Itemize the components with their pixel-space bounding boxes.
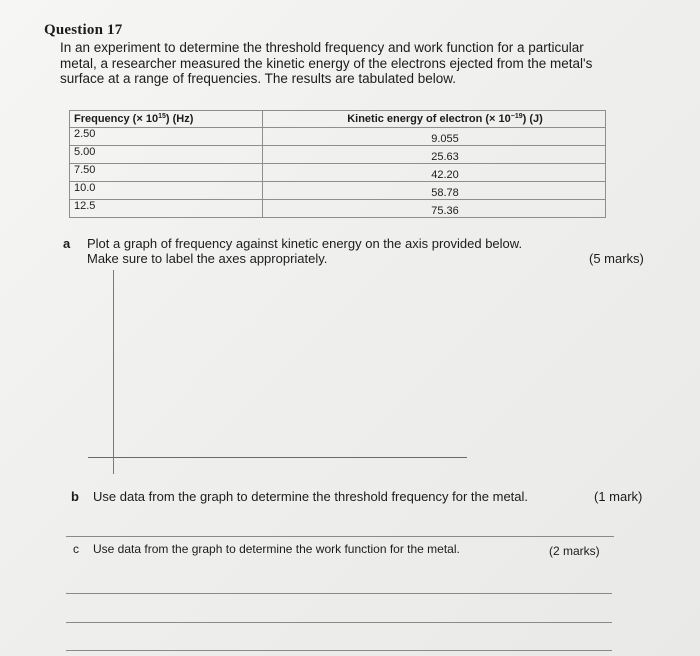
- graph-x-axis[interactable]: [88, 457, 467, 458]
- question-title: Question 17: [44, 22, 123, 38]
- frequency-cell: 7.50: [70, 164, 263, 182]
- table-row: [70, 182, 606, 200]
- answer-line[interactable]: [66, 622, 612, 623]
- graph-y-axis[interactable]: [113, 270, 114, 474]
- frequency-cell: 12.5: [70, 200, 263, 218]
- frequency-cell: 5.00: [70, 146, 263, 164]
- table-row: [70, 146, 606, 164]
- part-b-text: Use data from the graph to determine the threshold frequency for the metal.: [93, 489, 529, 504]
- frequency-column-header: [70, 111, 263, 128]
- energy-header-exponent: −19: [510, 113, 523, 120]
- energy-column-header: [263, 111, 606, 128]
- frequency-header-exponent: 15: [158, 113, 166, 120]
- frequency-header-unit: ) (Hz): [165, 113, 194, 125]
- part-c-letter: c: [73, 542, 79, 556]
- intro-line: In an experiment to determine the threshold frequency and work function for a particular: [60, 40, 584, 55]
- table-header-row: [70, 111, 606, 128]
- table-row: [70, 164, 606, 182]
- energy-cell: 25.63: [263, 146, 606, 164]
- part-a-marks: (5 marks): [589, 251, 644, 266]
- energy-cell: 75.36: [263, 200, 606, 218]
- energy-cell: 42.20: [263, 164, 606, 182]
- frequency-header-text: Frequency (× 10: [74, 113, 159, 125]
- table-row: [70, 200, 606, 218]
- part-a-line-1: Plot a graph of frequency against kinetic energy on the axis provided below.: [87, 236, 523, 251]
- energy-header-text: Kinetic energy of electron (× 10: [347, 113, 511, 125]
- part-a-letter: a: [63, 236, 71, 251]
- answer-line[interactable]: [66, 593, 612, 594]
- intro-line: surface at a range of frequencies. The results are tabulated below.: [60, 71, 456, 86]
- part-b-letter: b: [71, 489, 79, 504]
- question-intro: [60, 40, 593, 87]
- part-b-marks: (1 mark): [594, 489, 643, 504]
- intro-line: metal, a researcher measured the kinetic energy of the electrons ejected from the metal's: [60, 55, 593, 71]
- frequency-cell: 2.50: [70, 128, 263, 146]
- part-c-text: Use data from the graph to determine the work function for the metal.: [93, 542, 460, 556]
- answer-line[interactable]: [66, 650, 612, 651]
- energy-cell: 9.055: [263, 128, 606, 146]
- data-table: [69, 110, 606, 218]
- frequency-cell: 10.0: [70, 182, 263, 200]
- energy-header-unit: ) (J): [522, 113, 543, 125]
- part-c-marks: (2 marks): [549, 544, 600, 558]
- part-a-line-2: Make sure to label the axes appropriately.: [87, 251, 328, 266]
- answer-line[interactable]: [66, 536, 614, 537]
- energy-cell: 58.78: [263, 182, 606, 200]
- table-row: [70, 128, 606, 146]
